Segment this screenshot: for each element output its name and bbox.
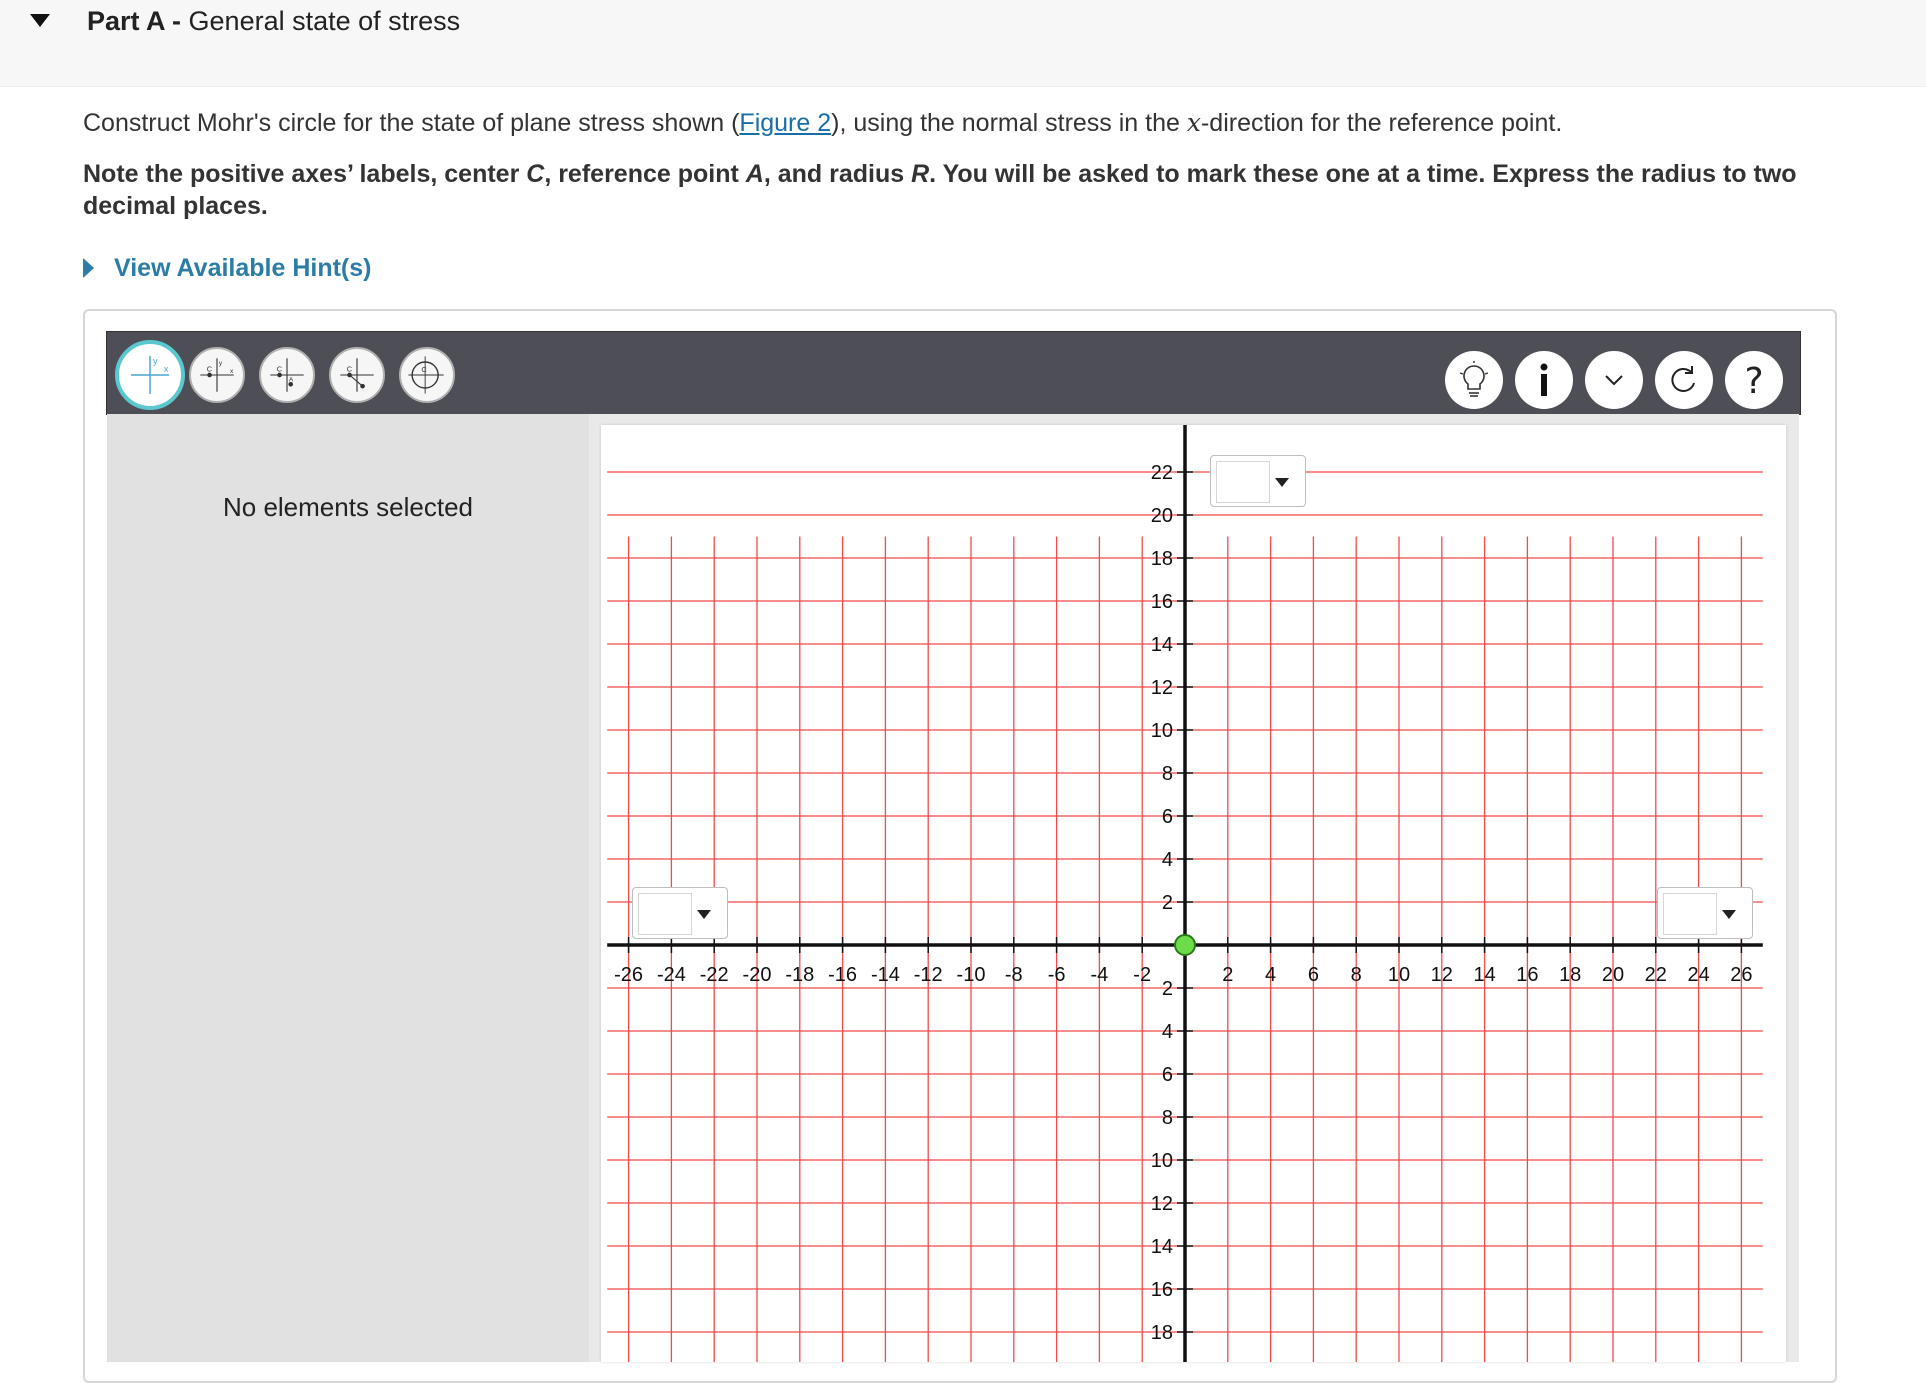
more-options-button[interactable]	[1585, 351, 1643, 409]
point-on-circle-tool-button[interactable]	[329, 347, 385, 403]
y-tick-label: 8	[1161, 1107, 1173, 1129]
y-tick-label: 12	[1150, 1193, 1173, 1215]
chevron-down-icon	[1585, 351, 1643, 409]
help-button[interactable]	[1725, 351, 1783, 409]
prompt-variable: x	[1186, 108, 1201, 137]
y-tick-label: 10	[1150, 1150, 1173, 1172]
x-tick-label: -16	[828, 964, 858, 986]
svg-text:C: C	[346, 364, 353, 374]
x-tick-label: 8	[1350, 964, 1362, 986]
svg-text:C: C	[421, 365, 427, 375]
hint-label[interactable]: View Available Hint(s)	[114, 253, 372, 282]
graph-toolbar	[106, 331, 1801, 415]
svg-text:x: x	[230, 368, 234, 376]
y-tick-label: 12	[1150, 677, 1173, 699]
part-label: Part A -	[87, 6, 182, 36]
y-tick-label: 16	[1150, 1279, 1173, 1301]
mohr-grid[interactable]	[601, 425, 1786, 1362]
x-tick-label: 16	[1516, 964, 1539, 986]
y-tick-label: 18	[1150, 548, 1173, 570]
x-tick-label: -24	[656, 964, 686, 986]
x-tick-label: 12	[1430, 964, 1453, 986]
part-header[interactable]	[0, 0, 1926, 87]
svg-text:y: y	[218, 359, 223, 367]
y-tick-label: 20	[1150, 505, 1173, 527]
y-tick-label: 6	[1161, 1064, 1173, 1086]
hint-bulb-button[interactable]	[1445, 351, 1503, 409]
question-mark-icon	[1725, 351, 1783, 409]
collapse-caret-icon[interactable]	[30, 14, 50, 27]
prompt-text: ), using the normal stress in the	[831, 109, 1187, 137]
lightbulb-icon	[1445, 351, 1503, 409]
y-tick-label: 14	[1150, 634, 1173, 656]
x-tick-label: -10	[956, 964, 986, 986]
x-tick-label: 20	[1601, 964, 1625, 986]
y-tick-label: 14	[1150, 1236, 1173, 1258]
info-icon	[1515, 351, 1573, 409]
svg-text:C: C	[206, 364, 213, 374]
reference-point-icon	[261, 349, 313, 401]
x-tick-label: -14	[870, 964, 900, 986]
dropdown-arrow-icon[interactable]	[1275, 478, 1289, 487]
x-tick-label: -6	[1047, 964, 1066, 986]
circle-tool-button[interactable]	[399, 347, 455, 403]
sigma-axis-label-dropdown[interactable]	[1657, 887, 1753, 939]
selection-status: No elements selected	[222, 492, 474, 522]
y-tick-label: 8	[1161, 763, 1173, 785]
svg-text:?: ?	[1744, 361, 1764, 402]
y-tick-label: 2	[1161, 892, 1173, 914]
question-prompt	[83, 108, 1562, 138]
x-tick-label: 6	[1307, 964, 1319, 986]
y-tick-label: 16	[1150, 591, 1173, 613]
x-tick-label: -12	[913, 964, 943, 986]
circle-icon	[401, 349, 453, 401]
prompt-text: -direction for the reference point.	[1200, 109, 1563, 137]
x-tick-label: -8	[1004, 964, 1023, 986]
center-point-tool-button[interactable]	[189, 347, 245, 403]
svg-text:C: C	[276, 364, 283, 374]
view-hints-toggle[interactable]	[83, 252, 371, 284]
radius-line-icon	[331, 349, 383, 401]
y-tick-label: 18	[1150, 1322, 1173, 1344]
dropdown-arrow-icon[interactable]	[1722, 910, 1736, 919]
dropdown-field[interactable]	[638, 893, 692, 935]
x-tick-label: -26	[614, 964, 644, 986]
axes-icon	[119, 344, 181, 406]
y-tick-label: 10	[1150, 720, 1173, 742]
dropdown-field[interactable]	[1663, 893, 1717, 935]
x-tick-label: 24	[1687, 964, 1710, 986]
reset-button[interactable]	[1655, 351, 1713, 409]
dropdown-arrow-icon[interactable]	[697, 910, 711, 919]
part-title	[87, 6, 460, 37]
x-tick-label: 26	[1730, 964, 1753, 986]
x-tick-label: -22	[699, 964, 729, 986]
center-point-icon	[191, 349, 243, 401]
graph-canvas[interactable]	[601, 425, 1786, 1362]
x-tick-label: -18	[785, 964, 815, 986]
reference-point-tool-button[interactable]	[259, 347, 315, 403]
origin-point[interactable]	[1175, 935, 1195, 955]
y-tick-label: 22	[1150, 462, 1173, 484]
info-button[interactable]	[1515, 351, 1573, 409]
x-tick-label: -4	[1090, 964, 1109, 986]
properties-panel	[107, 414, 589, 1362]
part-title-text: General state of stress	[188, 6, 461, 36]
y-tick-label: 2	[1161, 978, 1173, 1000]
x-tick-label: 2	[1222, 964, 1234, 986]
x-tick-label: 18	[1559, 964, 1582, 986]
x-tick-label: -20	[742, 964, 772, 986]
x-tick-label: 14	[1473, 964, 1496, 986]
y-tick-label: 4	[1161, 849, 1173, 871]
dropdown-field[interactable]	[1216, 461, 1270, 503]
svg-text:x: x	[164, 364, 169, 374]
y-tick-label: 6	[1161, 806, 1173, 828]
y-tick-label: 4	[1161, 1021, 1173, 1043]
instructions-note: Note the positive axes’ labels, center C, reference point A, and radius R. You will be asked to mark these one at a time. Express the radius to two decimal places.	[83, 160, 1797, 220]
svg-text:y: y	[153, 356, 158, 366]
axes-tool-button[interactable]	[115, 340, 185, 410]
x-tick-label: -2	[1133, 964, 1152, 986]
redo-icon	[1655, 351, 1713, 409]
figure-link[interactable]: Figure 2	[739, 109, 832, 137]
x-tick-label: 22	[1644, 964, 1667, 986]
svg-text:A: A	[288, 376, 294, 384]
x-tick-label: 4	[1265, 964, 1277, 986]
negative-sigma-axis-dropdown[interactable]	[632, 887, 728, 939]
tau-axis-label-dropdown[interactable]	[1210, 455, 1306, 507]
prompt-text: Construct Mohr's circle for the state of plane stress shown (	[83, 109, 740, 137]
expand-caret-icon[interactable]	[83, 258, 94, 278]
x-tick-label: 10	[1387, 964, 1411, 986]
